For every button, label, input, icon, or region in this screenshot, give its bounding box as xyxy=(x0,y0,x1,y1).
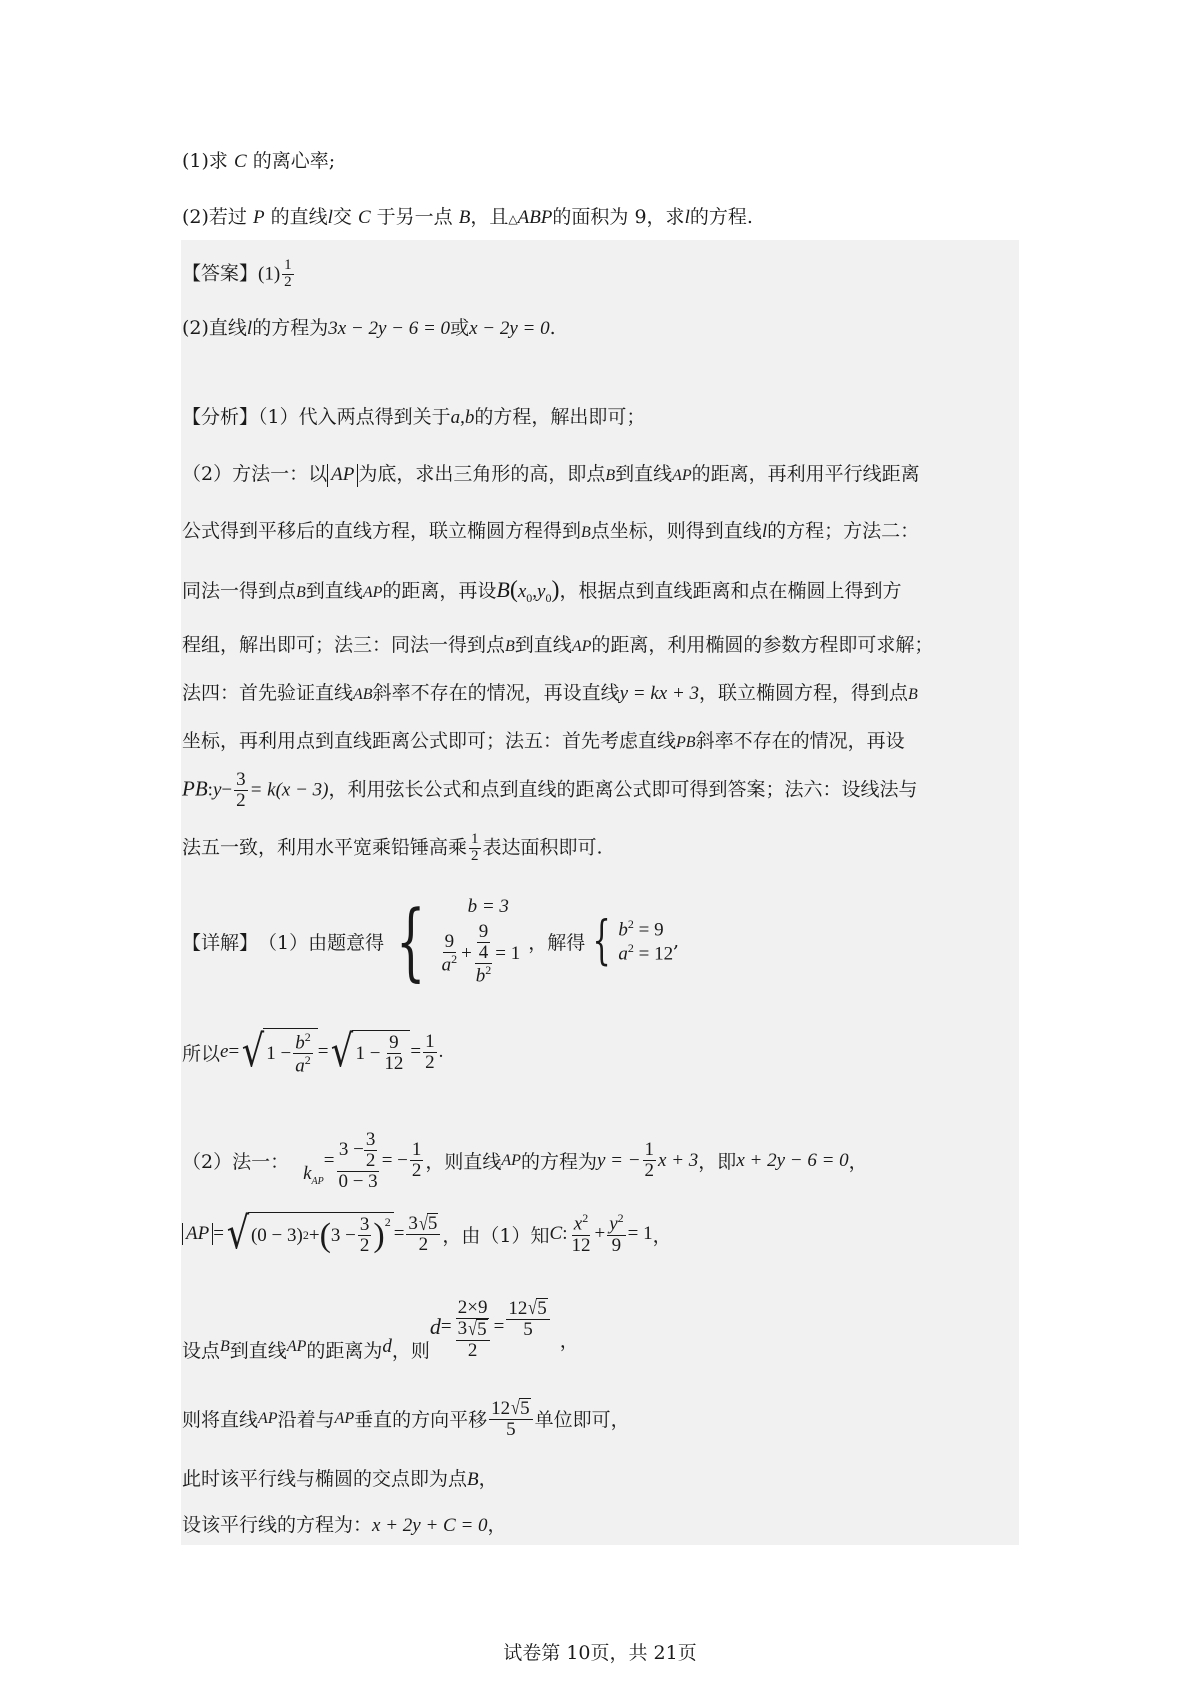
analysis-line-7 xyxy=(182,732,905,751)
text: + xyxy=(594,1223,606,1244)
square-root: √ 1 − $\frac{9}{12}$ xyxy=(328,1030,410,1074)
analysis-line-2 xyxy=(182,464,920,487)
text: 程组，解出即可；法三：同法一得到点 xyxy=(182,634,506,656)
text: ，由（1）知 xyxy=(442,1224,550,1247)
denominator: 2 xyxy=(411,1160,422,1182)
text: = xyxy=(213,1223,224,1244)
text: + xyxy=(308,1224,320,1246)
var: AP xyxy=(672,467,692,484)
text: 的方程. xyxy=(689,206,753,228)
var-l: l xyxy=(684,207,690,228)
text: 法五一致，利用水平宽乘铅锤高乘 xyxy=(182,836,468,859)
text: ，则 xyxy=(391,1340,430,1362)
fraction: 12 √ 5 5 xyxy=(506,1298,549,1340)
analysis-line-5 xyxy=(182,636,933,655)
fraction xyxy=(234,770,248,811)
answer-part-1 xyxy=(182,258,296,291)
numerator: 1 xyxy=(411,1139,422,1161)
analysis-line-9 xyxy=(182,832,603,865)
subscript: 0 xyxy=(526,590,533,605)
var: y xyxy=(609,1213,618,1235)
var: B xyxy=(581,524,591,541)
denominator: 12 xyxy=(571,1234,591,1256)
numerator: 1 xyxy=(471,831,479,847)
equation: x + 2y − 6 = 0 xyxy=(736,1149,849,1171)
text: ，解得 xyxy=(528,931,586,954)
denominator: 2 xyxy=(471,847,479,864)
radicand: 5 xyxy=(477,1318,487,1340)
var-PB: PB xyxy=(182,776,208,801)
subscript: 0 xyxy=(545,590,552,605)
text: 点坐标，则得到直线 xyxy=(590,520,762,542)
var-d: d xyxy=(382,1336,392,1357)
abs-AP: AP xyxy=(327,464,358,487)
analysis-line-8 xyxy=(182,770,918,811)
fraction xyxy=(440,932,460,975)
text: 于另一点 xyxy=(370,206,459,228)
equation: = k(x − 3) xyxy=(249,779,329,801)
var-C: C xyxy=(233,151,247,172)
var: b xyxy=(295,1032,305,1054)
fraction xyxy=(293,1031,313,1077)
question-part-2 xyxy=(182,208,753,227)
text: (2)若过 xyxy=(182,206,253,228)
text: = 1 xyxy=(495,943,521,965)
var: B xyxy=(220,1338,230,1355)
var-d: d xyxy=(429,1314,441,1339)
numerator: 9 xyxy=(478,921,489,942)
text: 沿着与 xyxy=(277,1409,335,1432)
var: AP xyxy=(334,1409,355,1427)
text: 的直线 xyxy=(264,206,328,228)
text: 的距离，再设 xyxy=(382,580,497,602)
text: 3 xyxy=(408,1212,418,1234)
text: 法四：首先验证直线 xyxy=(182,682,354,704)
numerator: 3 xyxy=(359,1214,370,1236)
var-k: k xyxy=(303,1162,312,1184)
text: 此时该平行线与椭圆的交点即为点 xyxy=(182,1468,468,1490)
text: = xyxy=(410,1041,422,1063)
answer-label: 【答案】 xyxy=(182,262,259,285)
question-part-1 xyxy=(182,152,335,171)
text: ， xyxy=(559,1330,579,1352)
text: , xyxy=(460,407,465,428)
text: 垂直的方向平移 xyxy=(354,1409,488,1432)
slope-line xyxy=(182,1130,868,1192)
text: 为底，求出三角形的高，即点 xyxy=(358,463,606,485)
text: （1）由题意得 xyxy=(258,931,385,954)
denominator: 5 xyxy=(506,1418,516,1440)
denominator: 12 xyxy=(384,1053,404,1075)
analysis-line-1 xyxy=(182,408,645,427)
numerator: 9 xyxy=(389,1032,399,1054)
var: a xyxy=(450,407,461,428)
text: ， xyxy=(652,1224,672,1247)
numerator: 3 xyxy=(236,769,246,790)
text: 12 xyxy=(508,1297,528,1319)
equation-system xyxy=(438,896,521,986)
subscript: AP xyxy=(311,1175,324,1187)
text: ，即 xyxy=(698,1151,737,1174)
numerator: 1 xyxy=(425,1030,435,1052)
text: 设该平行线的方程为： xyxy=(182,1514,373,1536)
numerator: 9 xyxy=(444,931,455,953)
analysis-label: 【分析】 xyxy=(182,406,259,428)
var: a xyxy=(441,954,452,976)
text: 到直线 xyxy=(615,463,673,485)
var-e: e xyxy=(220,1041,229,1063)
eccentricity-line xyxy=(182,1028,443,1077)
exponent: 2 xyxy=(627,916,634,931)
analysis-line-4: 同法一得到点B到直线AP的距离，再设$B(x_0,y_0)$，根据点到直线距离和点在椭圆上得到方 xyxy=(182,577,902,605)
var-y: y xyxy=(212,779,222,801)
text: = 9 xyxy=(633,919,664,941)
left-brace-icon: { xyxy=(396,892,426,991)
var: AP xyxy=(571,638,592,655)
fraction xyxy=(382,1033,405,1074)
text: = xyxy=(493,1316,505,1337)
var: x xyxy=(573,1213,583,1235)
var: a xyxy=(295,1055,305,1077)
text: ， xyxy=(487,1514,507,1536)
shift-line xyxy=(182,1398,630,1440)
text: 到直线 xyxy=(514,634,572,656)
text: (1) xyxy=(258,263,281,285)
text: ，联立椭圆方程，得到点 xyxy=(699,682,909,704)
text: (0 − 3) xyxy=(250,1224,303,1246)
text: 斜率不存在的情况，再设直线 xyxy=(372,682,620,704)
left-brace-icon: { xyxy=(592,911,611,972)
text: (1)求 xyxy=(182,150,234,172)
text: 的离心率; xyxy=(246,150,336,172)
var: B xyxy=(505,638,515,655)
text: 所以 xyxy=(182,1042,221,1065)
text: = − xyxy=(381,1149,408,1171)
fraction xyxy=(474,922,494,986)
var-C: C xyxy=(357,207,371,228)
text: 3 xyxy=(457,1318,468,1340)
var: B xyxy=(296,584,306,601)
text: , xyxy=(673,930,680,953)
text: + xyxy=(461,943,472,965)
numerator: 1 xyxy=(284,257,292,273)
text: 设点 xyxy=(182,1340,221,1362)
exponent: 2 xyxy=(302,1228,309,1242)
fraction xyxy=(423,1032,437,1073)
text: = xyxy=(440,1316,452,1337)
text: (2)直线 xyxy=(182,317,247,339)
text: ，则直线 xyxy=(425,1151,502,1174)
var: b xyxy=(464,407,475,428)
denominator: 2 xyxy=(365,1149,376,1171)
fraction xyxy=(336,1130,379,1192)
text: 的距离，利用椭圆的参数方程即可求解； xyxy=(591,634,934,656)
equation: x + 3 xyxy=(658,1149,699,1171)
text: 的方程，解出即可； xyxy=(474,406,646,428)
text: ，利用弦长公式和点到直线的距离公式即可得到答案；法六：设线法与 xyxy=(328,778,918,801)
text: 的距离，再利用平行线距离 xyxy=(691,463,920,485)
detail-line-1 xyxy=(182,892,680,991)
fraction xyxy=(643,1140,657,1181)
fraction xyxy=(469,832,481,865)
denominator: 2 xyxy=(418,1234,429,1255)
var: B xyxy=(605,467,616,484)
text: 12 xyxy=(491,1397,511,1419)
text: 3 − xyxy=(338,1139,364,1161)
text: 的方程为 xyxy=(520,1151,597,1174)
distance-line xyxy=(182,1298,579,1363)
detail-label: 【详解】 xyxy=(182,931,259,954)
denominator: 4 xyxy=(478,941,489,963)
text: （2）方法一：以 xyxy=(182,463,328,485)
text: 同法一得到点 xyxy=(182,580,297,602)
fraction: 3 √ 5 2 xyxy=(406,1213,440,1255)
text: . xyxy=(549,317,556,339)
text: = xyxy=(317,1041,329,1063)
text: : xyxy=(207,779,213,801)
exponent: 2 xyxy=(304,1030,311,1044)
square-root: √ 1 − $\frac{b^2}{a^2}$ xyxy=(239,1028,318,1077)
text: 的方程为 xyxy=(252,317,329,339)
text: = xyxy=(393,1223,405,1244)
denominator: 2 xyxy=(467,1339,478,1361)
numerator: 3 xyxy=(365,1129,376,1150)
text: : xyxy=(562,1223,568,1244)
text: 1 − xyxy=(355,1042,381,1064)
abs-AP: AP xyxy=(182,1223,213,1246)
numerator: 2×9 xyxy=(457,1297,488,1318)
text: 的面积为 9，求 xyxy=(552,206,685,228)
parallel-line-equation xyxy=(182,1516,507,1535)
intersection-line xyxy=(182,1470,498,1489)
analysis-line-6 xyxy=(182,684,918,703)
var: AP xyxy=(501,1151,521,1169)
text: = 1 xyxy=(627,1223,653,1244)
var-x: x xyxy=(517,581,527,602)
text: = 12 xyxy=(633,943,674,965)
equation: 3x − 2y − 6 = 0 xyxy=(328,318,451,339)
text: ， xyxy=(478,1468,498,1490)
text: − xyxy=(221,779,233,801)
text: 的方程；方法二： xyxy=(767,520,920,542)
text: . xyxy=(438,1041,444,1063)
fraction xyxy=(569,1212,592,1255)
text: 到直线 xyxy=(305,580,363,602)
denominator: 2 xyxy=(284,273,292,290)
var-l: l xyxy=(327,207,333,228)
text: = xyxy=(228,1041,240,1063)
fraction xyxy=(410,1140,424,1181)
text: 的距离为 xyxy=(306,1340,383,1362)
page-footer: 试卷第 10页，共 21页 xyxy=(503,1642,697,1664)
square-root: √ (0 − 3) 2 + ( 3 − $\frac{3}{2}$ ) $^2$ xyxy=(224,1212,394,1256)
var: B xyxy=(908,686,918,703)
fraction: 12 √ 5 5 xyxy=(489,1398,532,1440)
text: = xyxy=(323,1149,335,1171)
text: 到直线 xyxy=(229,1340,287,1362)
denominator: 2 xyxy=(359,1235,370,1256)
text: 单位即可， xyxy=(534,1409,630,1432)
equation: y = − xyxy=(596,1149,641,1171)
text: 1 − xyxy=(266,1042,292,1064)
text: ，根据点到直线距离和点在椭圆上得到方 xyxy=(559,580,902,602)
fraction xyxy=(607,1212,625,1255)
exponent: 2 xyxy=(485,962,492,977)
var: b xyxy=(475,965,486,987)
fraction xyxy=(282,258,294,291)
denominator: 2 xyxy=(425,1051,435,1073)
var-P: P xyxy=(252,207,265,228)
analysis-line-3 xyxy=(182,522,919,541)
numerator: 1 xyxy=(644,1139,655,1161)
denominator: 9 xyxy=(611,1234,622,1256)
var: a xyxy=(618,943,628,965)
text: （2）法一： xyxy=(182,1151,290,1174)
fraction: 2×9 3 √ 5 2 xyxy=(454,1298,492,1361)
text: 表达面积即可. xyxy=(482,836,603,859)
text: 交 xyxy=(332,206,358,228)
text: 斜率不存在的情况，再设 xyxy=(695,730,905,752)
text: （1）代入两点得到关于 xyxy=(258,406,451,428)
var-B: B xyxy=(458,207,471,228)
fraction xyxy=(358,1215,372,1256)
text: 或 xyxy=(450,317,470,339)
exponent: 2 xyxy=(304,1053,311,1068)
var: b xyxy=(618,919,628,941)
var: AP xyxy=(286,1338,307,1355)
radicand: 5 xyxy=(537,1298,547,1319)
denominator: 0 − 3 xyxy=(338,1170,378,1192)
var-C: C xyxy=(549,1223,563,1244)
text: 3 − xyxy=(330,1224,356,1246)
equation xyxy=(438,922,521,986)
var-B: B xyxy=(467,1469,479,1490)
ap-length-line xyxy=(182,1208,672,1259)
text: 坐标，再利用点到直线距离公式即可；法五：首先考虑直线 xyxy=(182,730,677,752)
var: l xyxy=(761,521,768,542)
equation-system xyxy=(618,917,673,966)
text: ，且 xyxy=(470,206,509,228)
triangle-symbol: △ xyxy=(508,212,518,226)
var-B: B xyxy=(496,577,510,602)
exponent: 2 xyxy=(627,941,634,956)
var: AB xyxy=(353,686,373,703)
equation: x + 2y + C = 0 xyxy=(372,1515,488,1536)
denominator: 2 xyxy=(644,1160,655,1182)
text: 则将直线 xyxy=(182,1409,259,1432)
answer-part-2 xyxy=(182,319,556,338)
equation: x − 2y = 0 xyxy=(469,318,550,339)
exponent: 2 xyxy=(582,1211,589,1226)
equation: b = 3 xyxy=(467,896,509,917)
exponent: 2 xyxy=(384,1215,391,1230)
exponent: 2 xyxy=(451,952,458,967)
var-y: y xyxy=(537,581,546,602)
text: ， xyxy=(848,1151,868,1174)
denominator: 5 xyxy=(523,1318,533,1340)
text: 公式得到平移后的直线方程，联立椭圆方程得到 xyxy=(182,520,582,542)
equation: y = kx + 3 xyxy=(619,683,700,704)
radicand: 5 xyxy=(427,1213,438,1235)
var: AP xyxy=(258,1409,278,1427)
exponent: 2 xyxy=(617,1211,624,1226)
var: AP xyxy=(362,584,383,601)
var-l: l xyxy=(246,318,253,339)
var-ABP: ABP xyxy=(517,207,553,228)
var: PB xyxy=(676,734,696,751)
radicand: 5 xyxy=(520,1398,530,1419)
denominator: 2 xyxy=(236,789,246,811)
